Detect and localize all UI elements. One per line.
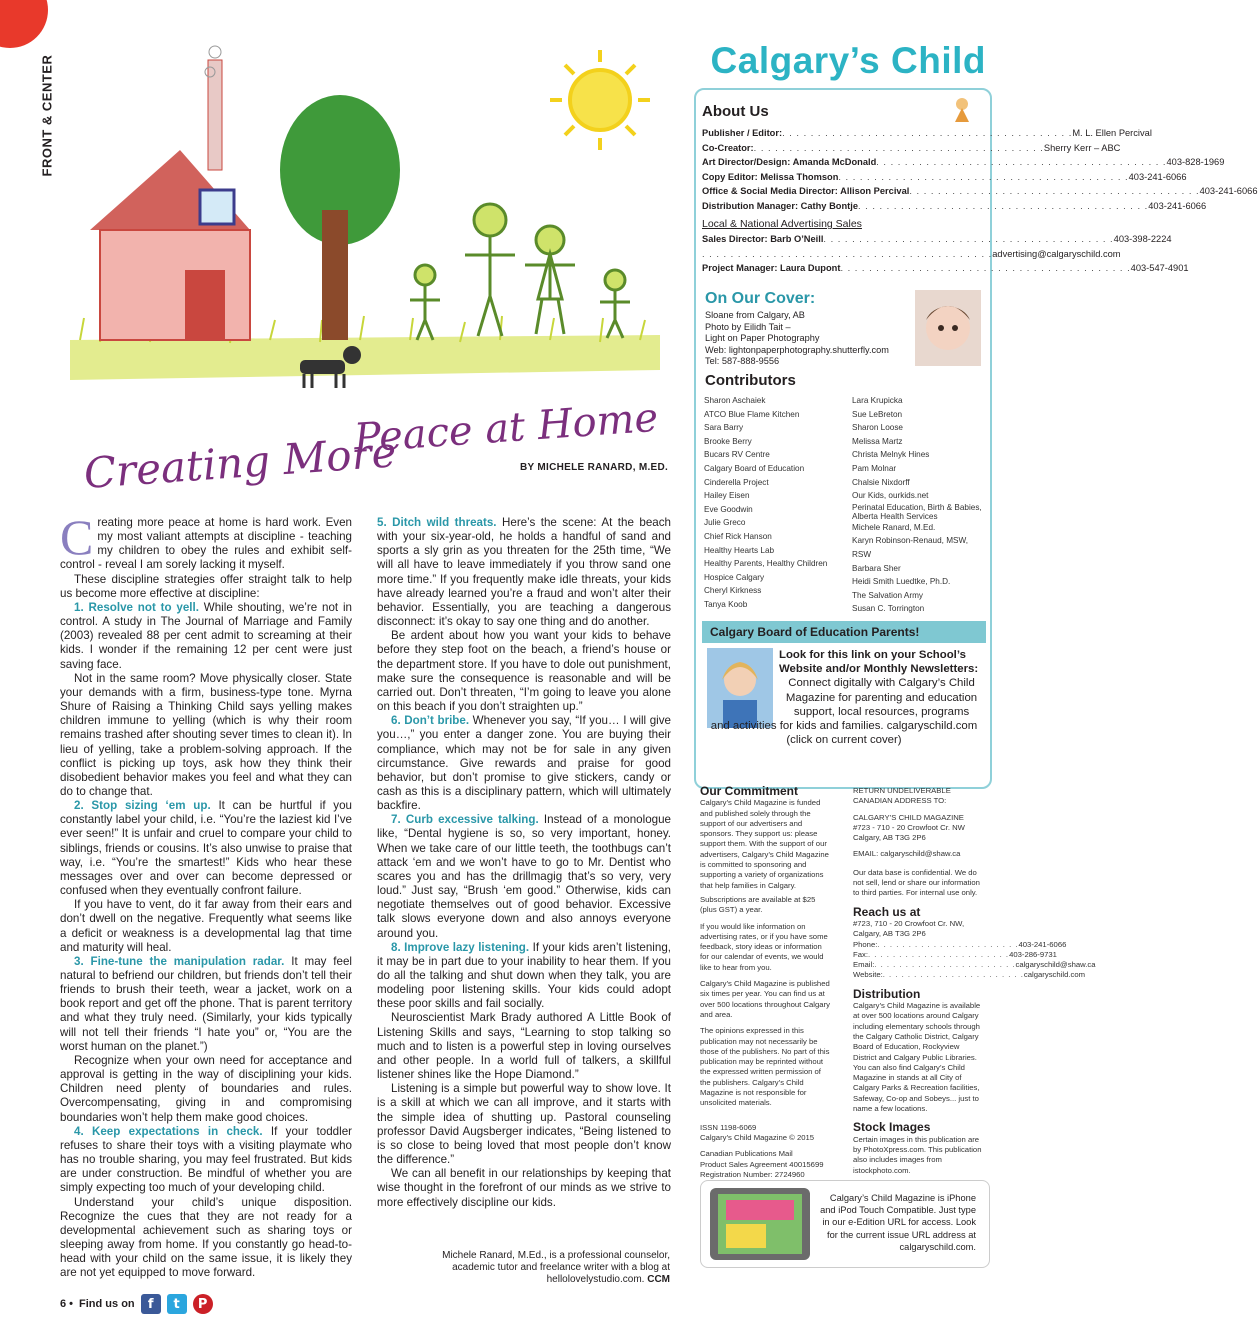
article-paragraph — [377, 1011, 671, 1082]
contributor-name: Sue LeBreton — [852, 409, 903, 419]
article-paragraph — [377, 1167, 671, 1209]
magazine-title: Calgary’s Child — [710, 40, 986, 81]
cover-photo — [915, 290, 981, 366]
return-address-line: CANADIAN ADDRESS TO: — [853, 796, 947, 806]
row-label: Publisher / Editor: — [702, 128, 783, 138]
leader-dots: . . . . . . . . . . . . . . . . . . . . . . . — [867, 949, 1010, 959]
leader-dots: . . . . . . . . . . . . . . . . . . . . . . . . . . . . . . . . . . . . . . . . . — [823, 234, 1114, 244]
contributor-name: Karyn Robinson-Renaud, MSW, RSW — [852, 536, 969, 559]
facebook-icon[interactable]: f — [141, 1294, 161, 1314]
mailing-address-line: Calgary, AB T3G 2P6 — [853, 833, 926, 843]
leader-dots: . . . . . . . . . . . . . . . . . . . . . . . — [874, 960, 1016, 970]
article-paragraph — [377, 813, 671, 940]
row-label: Copy Editor: Melissa Thomson — [702, 171, 839, 182]
masthead-row — [702, 155, 1225, 170]
article-column-1 — [60, 509, 353, 1280]
section-tag: FRONT & CENTER — [39, 54, 55, 177]
contributor-name: The Salvation Army — [852, 590, 923, 600]
sales-row — [702, 261, 1189, 276]
sales-list — [702, 232, 1189, 276]
reach-address-line: #723, 710 - 20 Crowfoot Cr. NW, — [853, 918, 965, 928]
leader-dots: . . . . . . . . . . . . . . . . . . . . . . . . . . . . . . . . . . . . . . . . . — [876, 157, 1167, 167]
row-value: 403-241-6066 — [1128, 171, 1187, 182]
article-paragraph — [377, 516, 671, 629]
masthead-list — [702, 126, 1258, 213]
leader-dots: . . . . . . . . . . . . . . . . . . . . . . . . . . . . . . . . . . . . . . . . . — [753, 142, 1044, 153]
cover-heading: On Our Cover: — [705, 290, 816, 307]
cover-credit-line: Light on Paper Photography — [705, 333, 820, 343]
contributor-name: Perinatal Education, Birth & Babies, Alberta Health Services — [852, 502, 982, 521]
article-paragraph — [60, 1054, 352, 1125]
pinterest-icon[interactable]: P — [193, 1294, 213, 1314]
contributor-name: Pam Molnar — [852, 463, 897, 473]
tip-heading: 7. Curb excessive talking. — [391, 813, 539, 827]
contact-value: 403-286-9731 — [1009, 949, 1057, 959]
row-value: Sherry Kerr – ABC — [1043, 142, 1121, 153]
contributor-name: Brooke Berry — [704, 436, 752, 446]
author-bio: Michele Ranard, M.Ed., is a professional counselor, academic tutor and freelance writer with a blog at hellolovelystudio.com. CCM — [442, 1250, 670, 1285]
contributor-name: Healthy Hearts Lab — [704, 545, 775, 555]
masthead-row — [702, 141, 1121, 156]
paragraph-text: We can all benefit in our relationships by keeping that wise thought in the forefront of our minds as we strive to more effectively discipline our kids. — [377, 1167, 671, 1209]
contact-label: Phone: — [853, 939, 878, 949]
contact-row — [853, 970, 1086, 980]
leader-dots: . . . . . . . . . . . . . . . . . . . . . . . — [877, 939, 1019, 949]
leader-dots: . . . . . . . . . . . . . . . . . . . . . . . . . . . . . . . . . . . . . . . . . — [840, 263, 1131, 273]
drop-cap: C — [60, 509, 94, 565]
row-value: 403-241-6066 — [1199, 186, 1258, 196]
reach-address-line: Calgary, AB T3G 2P6 — [853, 929, 926, 939]
row-label: Project Manager: Laura Dupont — [702, 263, 841, 273]
contributor-name: Sharon Aschaiek — [704, 396, 766, 405]
article-headline — [80, 394, 680, 510]
contributor-name: ATCO Blue Flame Kitchen — [704, 409, 800, 419]
article-paragraph — [60, 573, 352, 601]
contributors-heading: Contributors — [705, 372, 796, 389]
paragraph-text: Be ardent about how you want your kids to behave before they step foot on the beach, a friend’s house or the department store. If you have to dole out punishment, make sure the consequence is reasonable and will be carried out. Don’t threaten, “I’m going to leave you alone on this beach if you don’t straighten up.” — [377, 629, 671, 714]
about-heading: About Us — [702, 103, 769, 120]
family-figures — [410, 204, 630, 340]
contact-label: Email: — [853, 960, 875, 970]
tip-heading: 2. Stop sizing ‘em up. — [74, 799, 211, 813]
masthead-row — [702, 199, 1207, 214]
tree — [280, 95, 400, 340]
contributor-name: Tanya Koob — [704, 599, 748, 609]
return-address-line: RETURN UNDELIVERABLE — [853, 786, 951, 795]
masthead-row — [702, 126, 1152, 141]
contributor-name: Barbara Sher — [852, 563, 901, 573]
ipad-device-image — [708, 1186, 812, 1262]
article-paragraph — [60, 1125, 352, 1196]
paragraph-text: Not in the same room? Move physically closer. State your demands with a firm, business-type tone. Myrna Shure of Raising a Thinking Child says yelling makes children immune to yelling (which is why their room remains trashed after shouting sever times to clean it). In lieu of yelling, take a problem-solving approach. If the conflict is picking up toys, ask how they think their disobedient behavior makes you feel and what they can do to change that. — [60, 671, 352, 798]
contributor-name: Calgary Board of Education — [704, 463, 805, 473]
mailing-address-line: CALGARY’S CHILD MAGAZINE — [853, 812, 964, 822]
paragraph-text: Here’s the scene: At the beach with your six-year-old, he holds a handful of sand and sports a sly grin as you threaten for the 25th time, “We will all have to leave immediately if you throw sand one more time.” If you frequently make idle threats, your kids have already learned you’re a fraud and won’t alter their behavior. Essentially, you are teaching a dangerous disconnect: it’s okay to say one thing and do another. — [377, 516, 671, 629]
contributor-name: Sara Barry — [704, 423, 744, 433]
mascot-icon — [950, 96, 974, 122]
contributor-name: Michele Ranard, M.Ed. — [852, 522, 936, 532]
leader-dots: . . . . . . . . . . . . . . . . . . . . . . . — [882, 970, 1024, 980]
row-value: 403-547-4901 — [1130, 263, 1189, 273]
advertising-heading: Local & National Advertising Sales — [702, 218, 862, 230]
paragraph-text: Instead of a monologue like, “Dental hygiene is so, so very important, honey. When we take care of our little teeth, the toothbugs can’t attack ‘em and we won’t have to go to Mr. Dentist who scares you and has the drillmagig that’s so very, very loud.” Just say, “Brush ‘em good.” Otherwise, kids can negotiate themselves out of good behavior. Excessive talk slows everyone down and also annoys everyone around you. — [377, 813, 671, 940]
contact-value: 403-241-6066 — [1018, 939, 1067, 949]
sales-row — [702, 247, 1121, 262]
contributor-name: Susan C. Torrington — [852, 604, 925, 614]
row-label: Office & Social Media Director: Allison Percival — [702, 186, 910, 196]
cover-credits — [705, 310, 915, 368]
page-footer — [60, 1294, 213, 1314]
paragraph-text: Recognize when your own need for acceptance and approval is getting in the way of disciplining your kids. Children need plenty of boundaries and rules. Overcompensating, giving in and compromising boundaries won’t help them make good choices. — [60, 1053, 352, 1124]
contact-label: Fax: — [853, 949, 868, 959]
contact-row — [853, 960, 1096, 970]
article-paragraph — [60, 799, 352, 898]
leader-dots: . . . . . . . . . . . . . . . . . . . . . . . . . . . . . . . . . . . . . . . . . — [909, 186, 1200, 196]
paragraph-text: Understand your child’s unique disposition. Recognize the cues that they are not ready for a developmental achievement such as sharing toys or sleeping away from home. If you constantly go head-to-head with your child on the same issue, it is likely they are not yet equipped to move forward. — [60, 1195, 352, 1280]
article-paragraph — [60, 672, 352, 799]
tip-heading: 3. Fine-tune the manipulation radar. — [74, 954, 285, 968]
leader-dots: . . . . . . . . . . . . . . . . . . . . . . . . . . . . . . . . . . . . . . . . . — [838, 171, 1129, 182]
cbe-heading: Calgary Board of Education Parents! — [702, 621, 986, 643]
row-label: Sales Director: Barb O’Neill — [702, 234, 824, 244]
tip-heading: 8. Improve lazy listening. — [391, 940, 530, 954]
contact-value: calgaryschild.com — [1023, 970, 1086, 980]
contributor-name: Christa Melnyk Hines — [852, 450, 930, 460]
row-value: advertising@calgaryschild.com — [992, 248, 1121, 259]
article-paragraph — [377, 941, 671, 1012]
contact-label: Website: — [853, 970, 883, 980]
contact-row — [853, 949, 1057, 960]
contributor-name: Healthy Parents, Healthy Children — [704, 559, 828, 569]
tip-heading: 4. Keep expectations in check. — [74, 1124, 263, 1138]
paragraph-text: Listening is a simple but powerful way to show love. It is a skill at which we can all improve, and it starts with the simple idea of shutting up. Pastoral counseling professor David Augsberger indicates, “Being listened to is so close to being loved that most people don’t know the difference.” — [377, 1082, 671, 1167]
contributor-name: Heidi Smith Luedtke, Ph.D. — [852, 577, 951, 587]
masthead-row — [702, 184, 1258, 199]
paragraph-text: reating more peace at home is hard work. Even my most valiant attempts at discipline - teaching my children to obey the rules and exhibit self-control - reveal I am sorely lacking it myself. — [60, 516, 352, 572]
corner-accent-dot — [0, 0, 48, 48]
contributor-name: Chalsie Nixdorff — [852, 477, 910, 487]
contributor-name: Julie Greco — [704, 518, 746, 528]
contributor-name: Chief Rick Hanson — [704, 531, 772, 541]
article-paragraph — [60, 509, 352, 573]
paragraph-text: It can be hurtful if you constantly label your child, i.e. “You’re the laziest kid I’ve ever seen!” It is unfair and cruel to compare your child to siblings, friends or cousins. It’s also unwise to praise that way, i.e. “You’re the smartest!” Kids who hear these messages over and over can become depressed or confused when they eventually confront failure. — [60, 799, 352, 898]
paragraph-text: If your kids aren’t listening, it may be in part due to your inability to hear them. If you do all the talking and shut down when they talk, you are modeling poor listening skills. Your kids could adopt these poor skills and fail socially. — [377, 940, 671, 1011]
tip-heading: 5. Ditch wild threats. — [377, 516, 497, 529]
contact-value: calgaryschild@shaw.ca — [1015, 960, 1096, 970]
article-paragraph — [60, 955, 352, 1054]
cover-credit-line: Photo by Eilidh Tait – — [705, 321, 791, 332]
find-us-label: Find us on — [79, 1298, 135, 1310]
commitment-block: Our Commitment Calgary’s Child Magazine is funded and published solely through the support of our advertisers and sponsors. They support us: please support them. With the support of our advertisers, Calgary’s Child Magazine is committed to sponsoring and supporting a variety of organizations that help families in Calgary. Subscriptions are available at $25 (plus GST) a year. If you would like information on advertising rates, or if you have some feedback, story ideas or information for our calendar of events, we would like to hear from you. Calgary’s Child Magazine is published six times per year. You can find us at over 500 locations throughout Calgary and area. The opinions expressed in this publication may not necessarily be those of the publishers. No part of this publication may be reprinted without the expressed written permission of the publishers. Calgary’s Child Magazine is not responsible for unsolicited materials. ISSN 1198-6069 Calgary’s Child Magazine © 2015 Canadian Publications Mail Product Sales Agreement 40015699 Registration Number: 2724960 — [700, 784, 830, 1179]
row-label: Co-Creator: — [702, 142, 754, 153]
contributor-name: Bucars RV Centre — [704, 450, 770, 460]
sales-row — [702, 232, 1172, 247]
house — [90, 46, 250, 340]
paragraph-text: While shouting, we’re not in control. A study in The Journal of Marriage and Family (2003) revealed 88 per cent admit to screaming at their kids. I wonder if the remaining 12 per cent were just saving face. — [60, 600, 352, 671]
article-paragraph — [60, 601, 352, 672]
contributor-name: Lara Krupicka — [852, 396, 903, 405]
row-value: 403-398-2224 — [1113, 234, 1172, 244]
contact-row — [853, 939, 1067, 950]
contributor-name: Cinderella Project — [704, 477, 769, 487]
tip-heading: 1. Resolve not to yell. — [74, 600, 199, 614]
cbe-message: Look for this link on your School’s Website and/or Monthly Newsletters: Connect digitally with Calgary’s Child Magazine for parenting and education support, local resources, programs and activities for kids and families. calgaryschild.com (click on current cover) — [710, 649, 979, 747]
paragraph-text: If you have to vent, do it far away from their ears and don’t dwell on the negative. Frequently what seems like a deficit or weakness is a developmental lag that time and maturity will heal. — [60, 898, 352, 954]
headline-right: Peace at Home — [352, 394, 660, 462]
leader-dots: . . . . . . . . . . . . . . . . . . . . . . . . . . . . . . . . . . . . . . . . . — [702, 248, 993, 259]
ipad-promo-text: Calgary’s Child Magazine is iPhone and iPod Touch Compatible. Just type in our e-Edition URL for access. Look for the current issue URL address at calgaryschild.com. — [820, 1193, 976, 1252]
contact-block: RETURN UNDELIVERABLE CANADIAN ADDRESS TO: CALGARY’S CHILD MAGAZINE #723 - 710 - 20 Crowfoot Cr. NW Calgary, AB T3G 2P6 EMAIL: calgaryschild@shaw.ca Our data base is confidential. We do not sell, lend or share our information to third parties. For internal use only. Reach us at #723, 710 - 20 Crowfoot Cr. NW, Calgary, AB T3G 2P6 Phone: . . . . . . . . . . . . . . . . . . . . . . . 403-241-6066 Fax: . . . . . . . . . . . . . . . . . . . . . . . 403-286-9731 Email: . . . . . . . . . . . . . . . . . . . . . . . calgaryschild@shaw.ca Website: . . . . . . . . . . . . . . . . . . . . . . . calgaryschild.com Distribution Calgary’s Child Magazine is available at over 500 locations around Calgary including elementary schools through the Calgary Catholic District, Calgary Board of Education, Rockyview District and Calgary Public Libraries. You can also find Calgary’s Child Magazine in stands at all City of Calgary Parks & Recreation facilities, Safeway, Co-op and Sobeys... just to name a few locations. Stock Images Certain images in this publication are by PhotoXpress.com. This publication also includes images from istockphoto.com. — [853, 786, 1096, 1175]
tip-heading: 6. Don’t bribe. — [391, 714, 470, 728]
contributor-name: Hospice Calgary — [704, 572, 765, 582]
paragraph-text: Neuroscientist Mark Brady authored A Little Book of Listening Skills and says, “Learning to stop talking so much and to listen is a powerful step in loving ourselves and other people. In a world full of talkers, a skillful listener shines like the Hope Diamond.” — [377, 1011, 671, 1082]
cover-credit-line: Web: lightonpaperphotography.shutterfly.com — [705, 344, 889, 355]
article-paragraph — [60, 1196, 352, 1281]
row-value: 403-828-1969 — [1166, 157, 1225, 167]
cover-credit-line: Sloane from Calgary, AB — [705, 310, 805, 320]
twitter-icon[interactable]: t — [167, 1294, 187, 1314]
article-paragraph — [377, 629, 671, 714]
cover-credit-line: Tel: 587-888-9556 — [705, 356, 780, 366]
leader-dots: . . . . . . . . . . . . . . . . . . . . . . . . . . . . . . . . . . . . . . . . . — [858, 200, 1149, 211]
row-label: Art Director/Design: Amanda McDonald — [702, 157, 877, 167]
contributor-name: Our Kids, ourkids.net — [852, 491, 929, 501]
paragraph-text: It may feel natural to befriend our children, but friends don’t tell their friends to brush their teeth, wear a jacket, work on a book report and get off the phone. That is parent territory and what they truly need. (Similarly, your kids typically will not tell their friends “I hate you” or, “You are the worst human on the planet.”) — [60, 954, 352, 1053]
leader-dots: . . . . . . . . . . . . . . . . . . . . . . . . . . . . . . . . . . . . . . . . . — [782, 128, 1073, 138]
page-number: 6 • — [60, 1298, 74, 1310]
contributor-name: Hailey Eisen — [704, 491, 750, 501]
paragraph-text: Whenever you say, “If you… I will give you…,” you enter a danger zone. You are buying their compliance, which may not be for sale in any given circumstance. Give rewards and praise for good behavior, but don’t promise to give stickers, candy or cash as this is a disciplinary pattern, which will ultimately backfire. — [377, 714, 671, 813]
contributors-list — [704, 394, 986, 616]
contributor-name: Sharon Loose — [852, 423, 903, 433]
article-paragraph — [377, 1082, 671, 1167]
row-value: 403-241-6066 — [1148, 200, 1207, 211]
article-paragraph — [377, 714, 671, 813]
article-byline: BY MICHELE RANARD, M.ED. — [520, 462, 669, 473]
article-paragraph — [60, 898, 352, 955]
contributor-name: Eve Goodwin — [704, 504, 753, 514]
article-column-2 — [377, 516, 671, 1210]
masthead-row — [702, 170, 1187, 185]
contributor-name: Cheryl Kirkness — [704, 586, 762, 596]
headline-left: Creating More — [82, 427, 398, 498]
paragraph-text: If your toddler refuses to share their toys with a visiting playmate who has no trouble sharing, you may feel frustrated. But kids are under construction. Be mindful of whether you are simply expecting too much of your developing child. — [60, 1124, 353, 1195]
contributor-name: Melissa Martz — [852, 436, 903, 446]
row-label: Distribution Manager: Cathy Bontje — [702, 200, 858, 211]
mailing-address-line: #723 - 710 - 20 Crowfoot Cr. NW — [853, 822, 965, 832]
sun — [550, 50, 650, 150]
paragraph-text: These discipline strategies offer straight talk to help us become more effective at discipline: — [60, 572, 352, 600]
row-value: M. L. Ellen Percival — [1072, 128, 1152, 138]
